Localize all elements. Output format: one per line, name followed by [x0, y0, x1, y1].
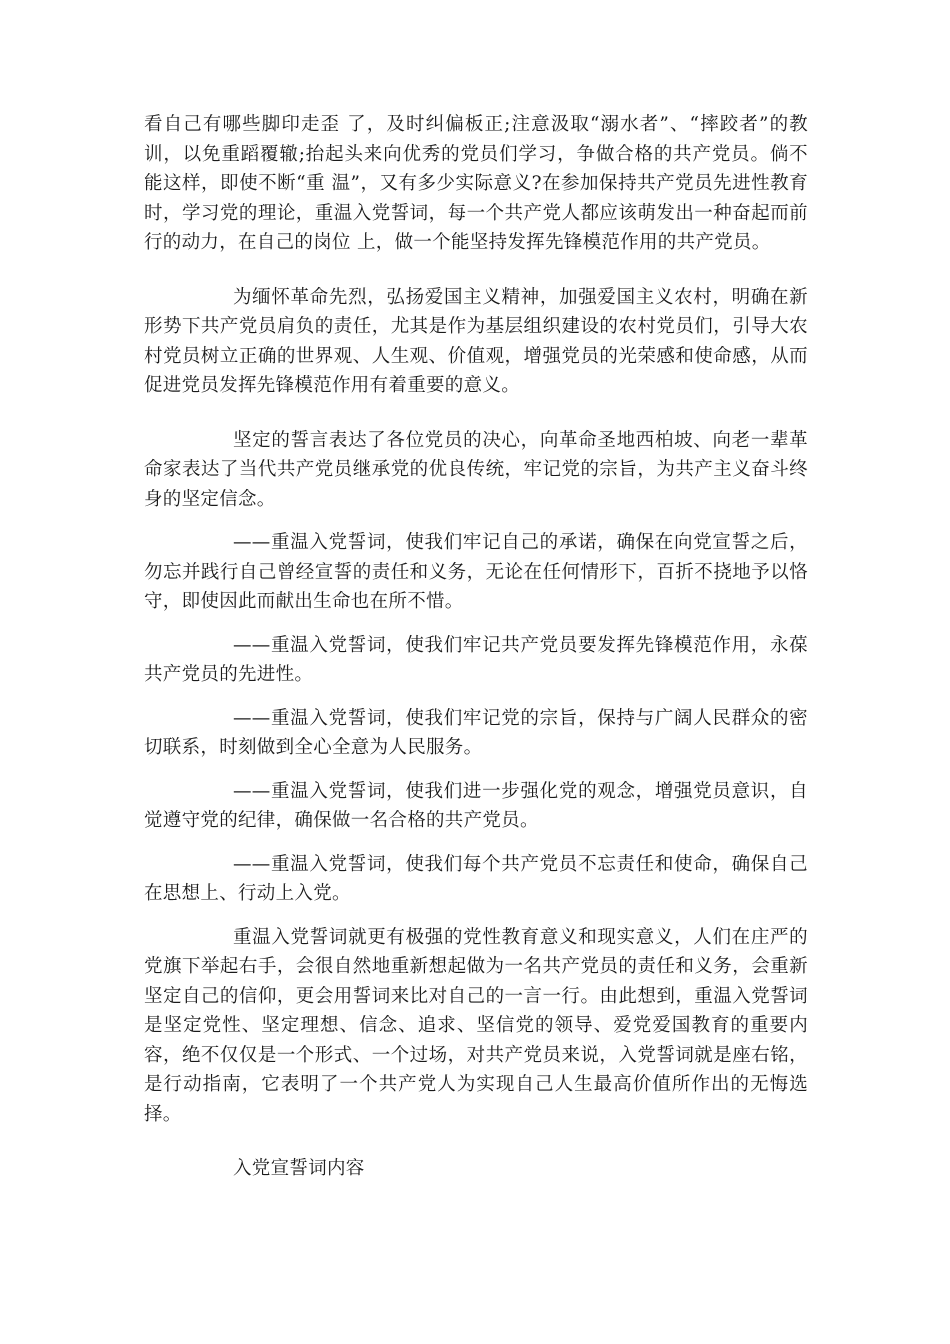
paragraph: ——重温入党誓词，使我们牢记党的宗旨，保持与广阔人民群众的密切联系，时刻做到全心全意为人民服务。: [144, 707, 808, 758]
paragraph: ——重温入党誓词，使我们牢记共产党员要发挥先锋模范作用，永葆共产党员的先进性。: [144, 634, 808, 685]
paragraph: 看自己有哪些脚印走歪 了，及时纠偏板正;注意汲取“溺水者”、“摔跤者”的教训，以免重蹈覆辙;抬起头来向优秀的党员们学习，争做合格的共产党员。倘不能这样，即使不断“重 温”，又有多少实际意义?在参加保持共产党员先进性教育时，学习党的理论，重温入党誓词，每一个共产党人都应该萌发出一种奋起而前行的动力，在自己的岗位 上，做一个能坚持发挥先锋模范作用的共产党员。: [144, 114, 808, 253]
document-body: [144, 110, 808, 1184]
paragraph: ——重温入党誓词，使我们牢记自己的承诺，确保在向党宣誓之后，勿忘并践行自己曾经宣誓的责任和义务，无论在任何情形下，百折不挠地予以恪守，即使因此而献出生命也在所不惜。: [144, 532, 808, 612]
paragraph: ——重温入党誓词，使我们每个共产党员不忘责任和使命，确保自己在思想上、行动上入党。: [144, 853, 808, 904]
paragraph: 坚定的誓言表达了各位党员的决心，向革命圣地西柏坡、向老一辈革命家表达了当代共产党员继承党的优良传统，牢记党的宗旨，为共产主义奋斗终身的坚定信念。: [144, 429, 808, 510]
paragraph: 重温入党誓词就更有极强的党性教育意义和现实意义，人们在庄严的党旗下举起右手，会很自然地重新想起做为一名共产党员的责任和义务，会重新坚定自己的信仰，更会用誓词来比对自己的一言一行。由此想到，重温入党誓词是坚定党性、坚定理想、信念、追求、坚信党的领导、爱党爱国教育的重要内容，绝不仅仅是一个形式、一个过场，对共产党员来说，入党誓词就是座右铭，是行动指南，它表明了一个共产党人为实现自己人生最高价值所作出的无悔选择。: [144, 926, 808, 1125]
paragraph: 为缅怀革命先烈，弘扬爱国主义精神，加强爱国主义农村，明确在新形势下共产党员肩负的责任，尤其是作为基层组织建设的农村党员们，引导大农村党员树立正确的世界观、人生观、价值观，增强党员的光荣感和使命感，从而促进党员发挥先锋模范作用有着重要的意义。: [144, 286, 808, 396]
section-heading: 入党宣誓词内容: [233, 1158, 365, 1179]
paragraph: ——重温入党誓词，使我们进一步强化党的观念，增强党员意识，自觉遵守党的纪律，确保做一名合格的共产党员。: [144, 780, 808, 831]
